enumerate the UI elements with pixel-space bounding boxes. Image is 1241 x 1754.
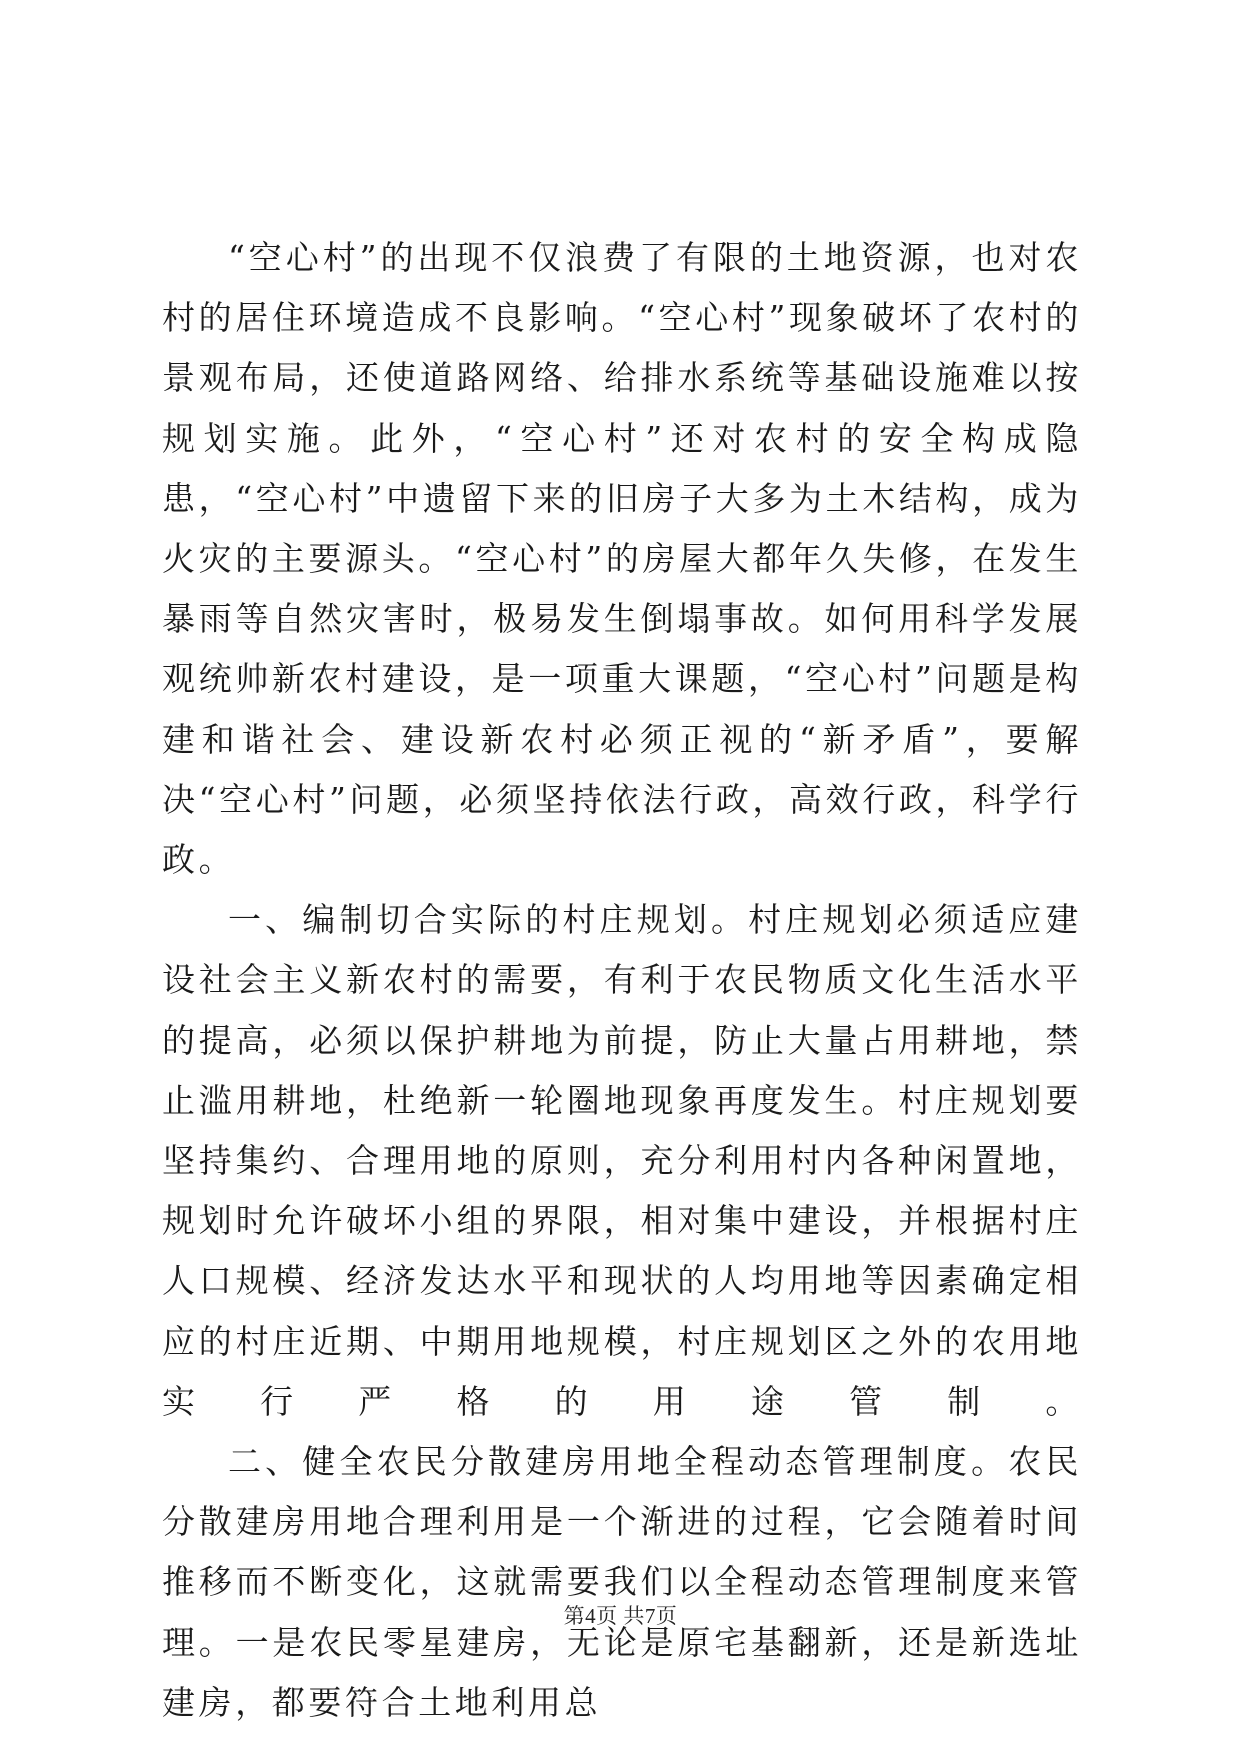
document-body [162,228,1082,1733]
section-one-paragraph: 一、编制切合实际的村庄规划。村庄规划必须适应建设社会主义新农村的需要，有利于农民物质文化生活水平的提高，必须以保护耕地为前提，防止大量占用耕地，禁止滥用耕地，杜绝新一轮圈地现象再度发生。村庄规划要坚持集约、合理用地的原则，充分利用村内各种闲置地，规划时允许破坏小组的界限，相对集中建设，并根据村庄人口规模、经济发达水平和现状的人均用地等因素确定相应的村庄近期、中期用地规模，村庄规划区之外的农用地实行严格的用途管制。 [162,900,1082,1421]
body-paragraph: “空心村”的出现不仅浪费了有限的土地资源，也对农村的居住环境造成不良影响。“空心村”现象破坏了农村的景观布局，还使道路网络、给排水系统等基础设施难以按规划实施。此外，“空心村”还对农村的安全构成隐患，“空心村”中遗留下来的旧房子大多为土木结构，成为火灾的主要源头。“空心村”的房屋大都年久失修，在发生暴雨等自然灾害时，极易发生倒塌事故。如何用科学发展观统帅新农村建设，是一项重大课题，“空心村”问题是构建和谐社会、建设新农村必须正视的“新矛盾”，要解决“空心村”问题，必须坚持依法行政，高效行政，科学行政。 [162,238,1082,880]
section-two-paragraph: 二、健全农民分散建房用地全程动态管理制度。农民分散建房用地合理利用是一个渐进的过程，它会随着时间推移而不断变化，这就需要我们以全程动态管理制度来管理。一是农民零星建房，无论是原宅基翻新，还是新选址建房，都要符合土地利用总 [162,1442,1082,1722]
page-number-footer: 第4页 共7页 [563,1604,678,1628]
